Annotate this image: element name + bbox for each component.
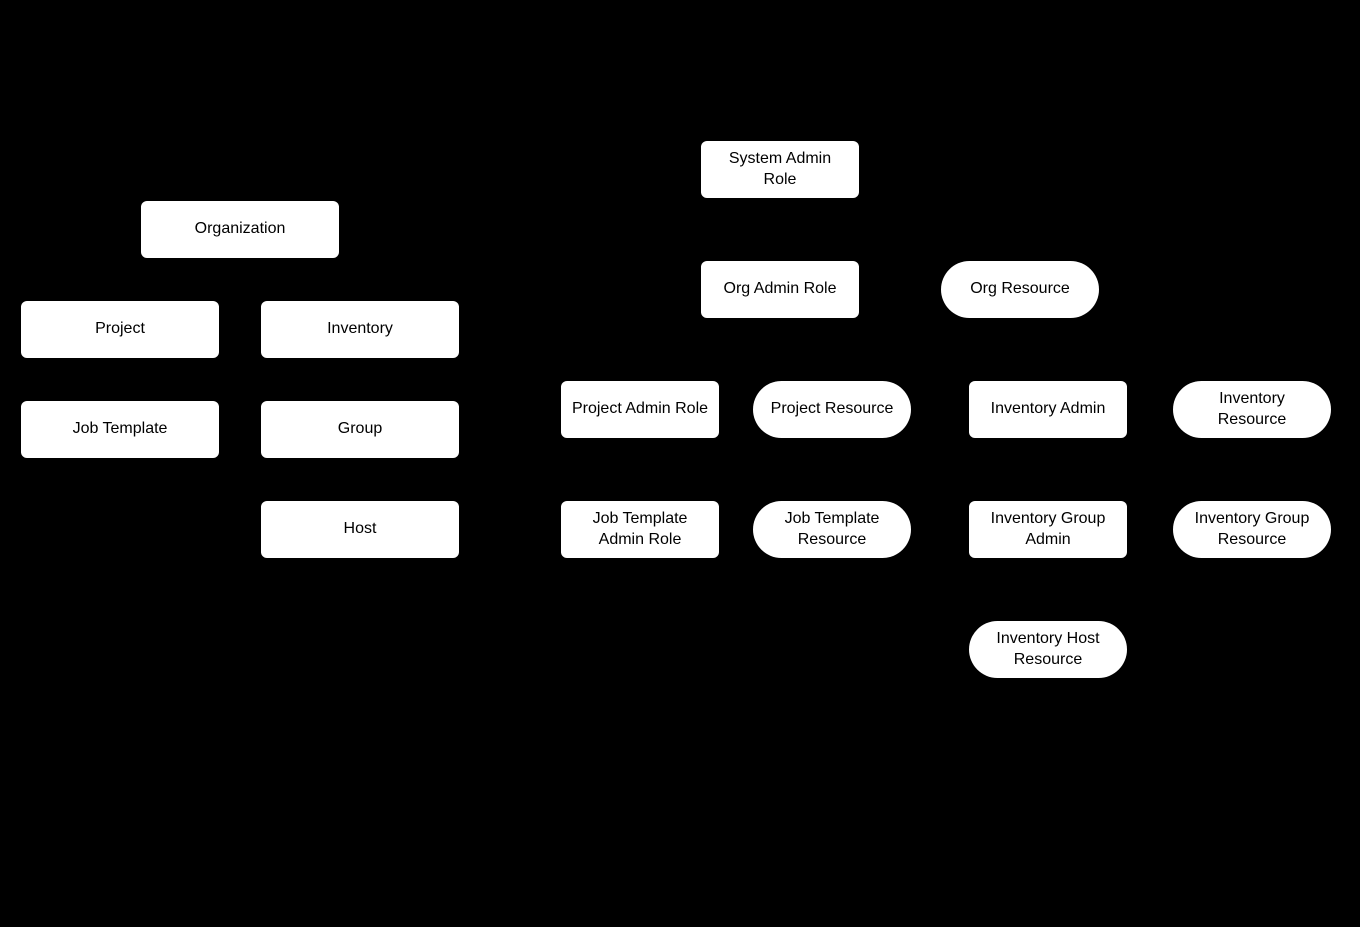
node-label: Job Template Resource: [784, 509, 880, 548]
node-label: Inventory Host Resource: [996, 629, 1100, 668]
node-label: Project Admin Role: [571, 400, 709, 418]
diagram-node-job-template-resource: [753, 501, 911, 558]
node-label: Job Template Admin Role: [592, 509, 688, 548]
node-label: Org Resource: [970, 280, 1070, 298]
diagram-node-org-admin-role: [701, 261, 859, 318]
diagram-node-inventory-group-admin: [969, 501, 1127, 558]
node-label: Project: [95, 320, 145, 338]
node-label: Inventory Group Admin: [990, 509, 1106, 548]
node-label: Org Admin Role: [723, 280, 837, 298]
diagram-node-host: [261, 501, 459, 558]
diagram-node-group: [261, 401, 459, 458]
diagram-node-job-template-admin-role: [561, 501, 719, 558]
node-label: Group: [337, 420, 383, 438]
diagram-node-system-admin-role: [701, 141, 859, 198]
diagram-node-job-template: [21, 401, 219, 458]
node-label: Inventory Admin: [990, 400, 1106, 418]
node-label: Project Resource: [770, 400, 894, 418]
diagram-node-inventory-resource: [1173, 381, 1331, 438]
node-label: Job Template: [72, 420, 168, 438]
diagram-node-inventory-group-resource: [1173, 501, 1331, 558]
node-label: Organization: [194, 220, 286, 238]
diagram-node-project-resource: [753, 381, 911, 438]
diagram-node-organization: [141, 201, 339, 258]
node-label: Inventory: [327, 320, 393, 338]
diagram-node-org-resource: [941, 261, 1099, 318]
node-label: Inventory Group Resource: [1194, 509, 1310, 548]
node-label: Host: [343, 520, 377, 538]
node-label: Inventory Resource: [1217, 389, 1287, 428]
diagram-node-inventory-admin: [969, 381, 1127, 438]
diagram-node-project: [21, 301, 219, 358]
node-label: System Admin Role: [728, 149, 832, 188]
diagram-node-inventory-host-resource: [969, 621, 1127, 678]
diagram-node-inventory: [261, 301, 459, 358]
diagram-node-project-admin-role: [561, 381, 719, 438]
